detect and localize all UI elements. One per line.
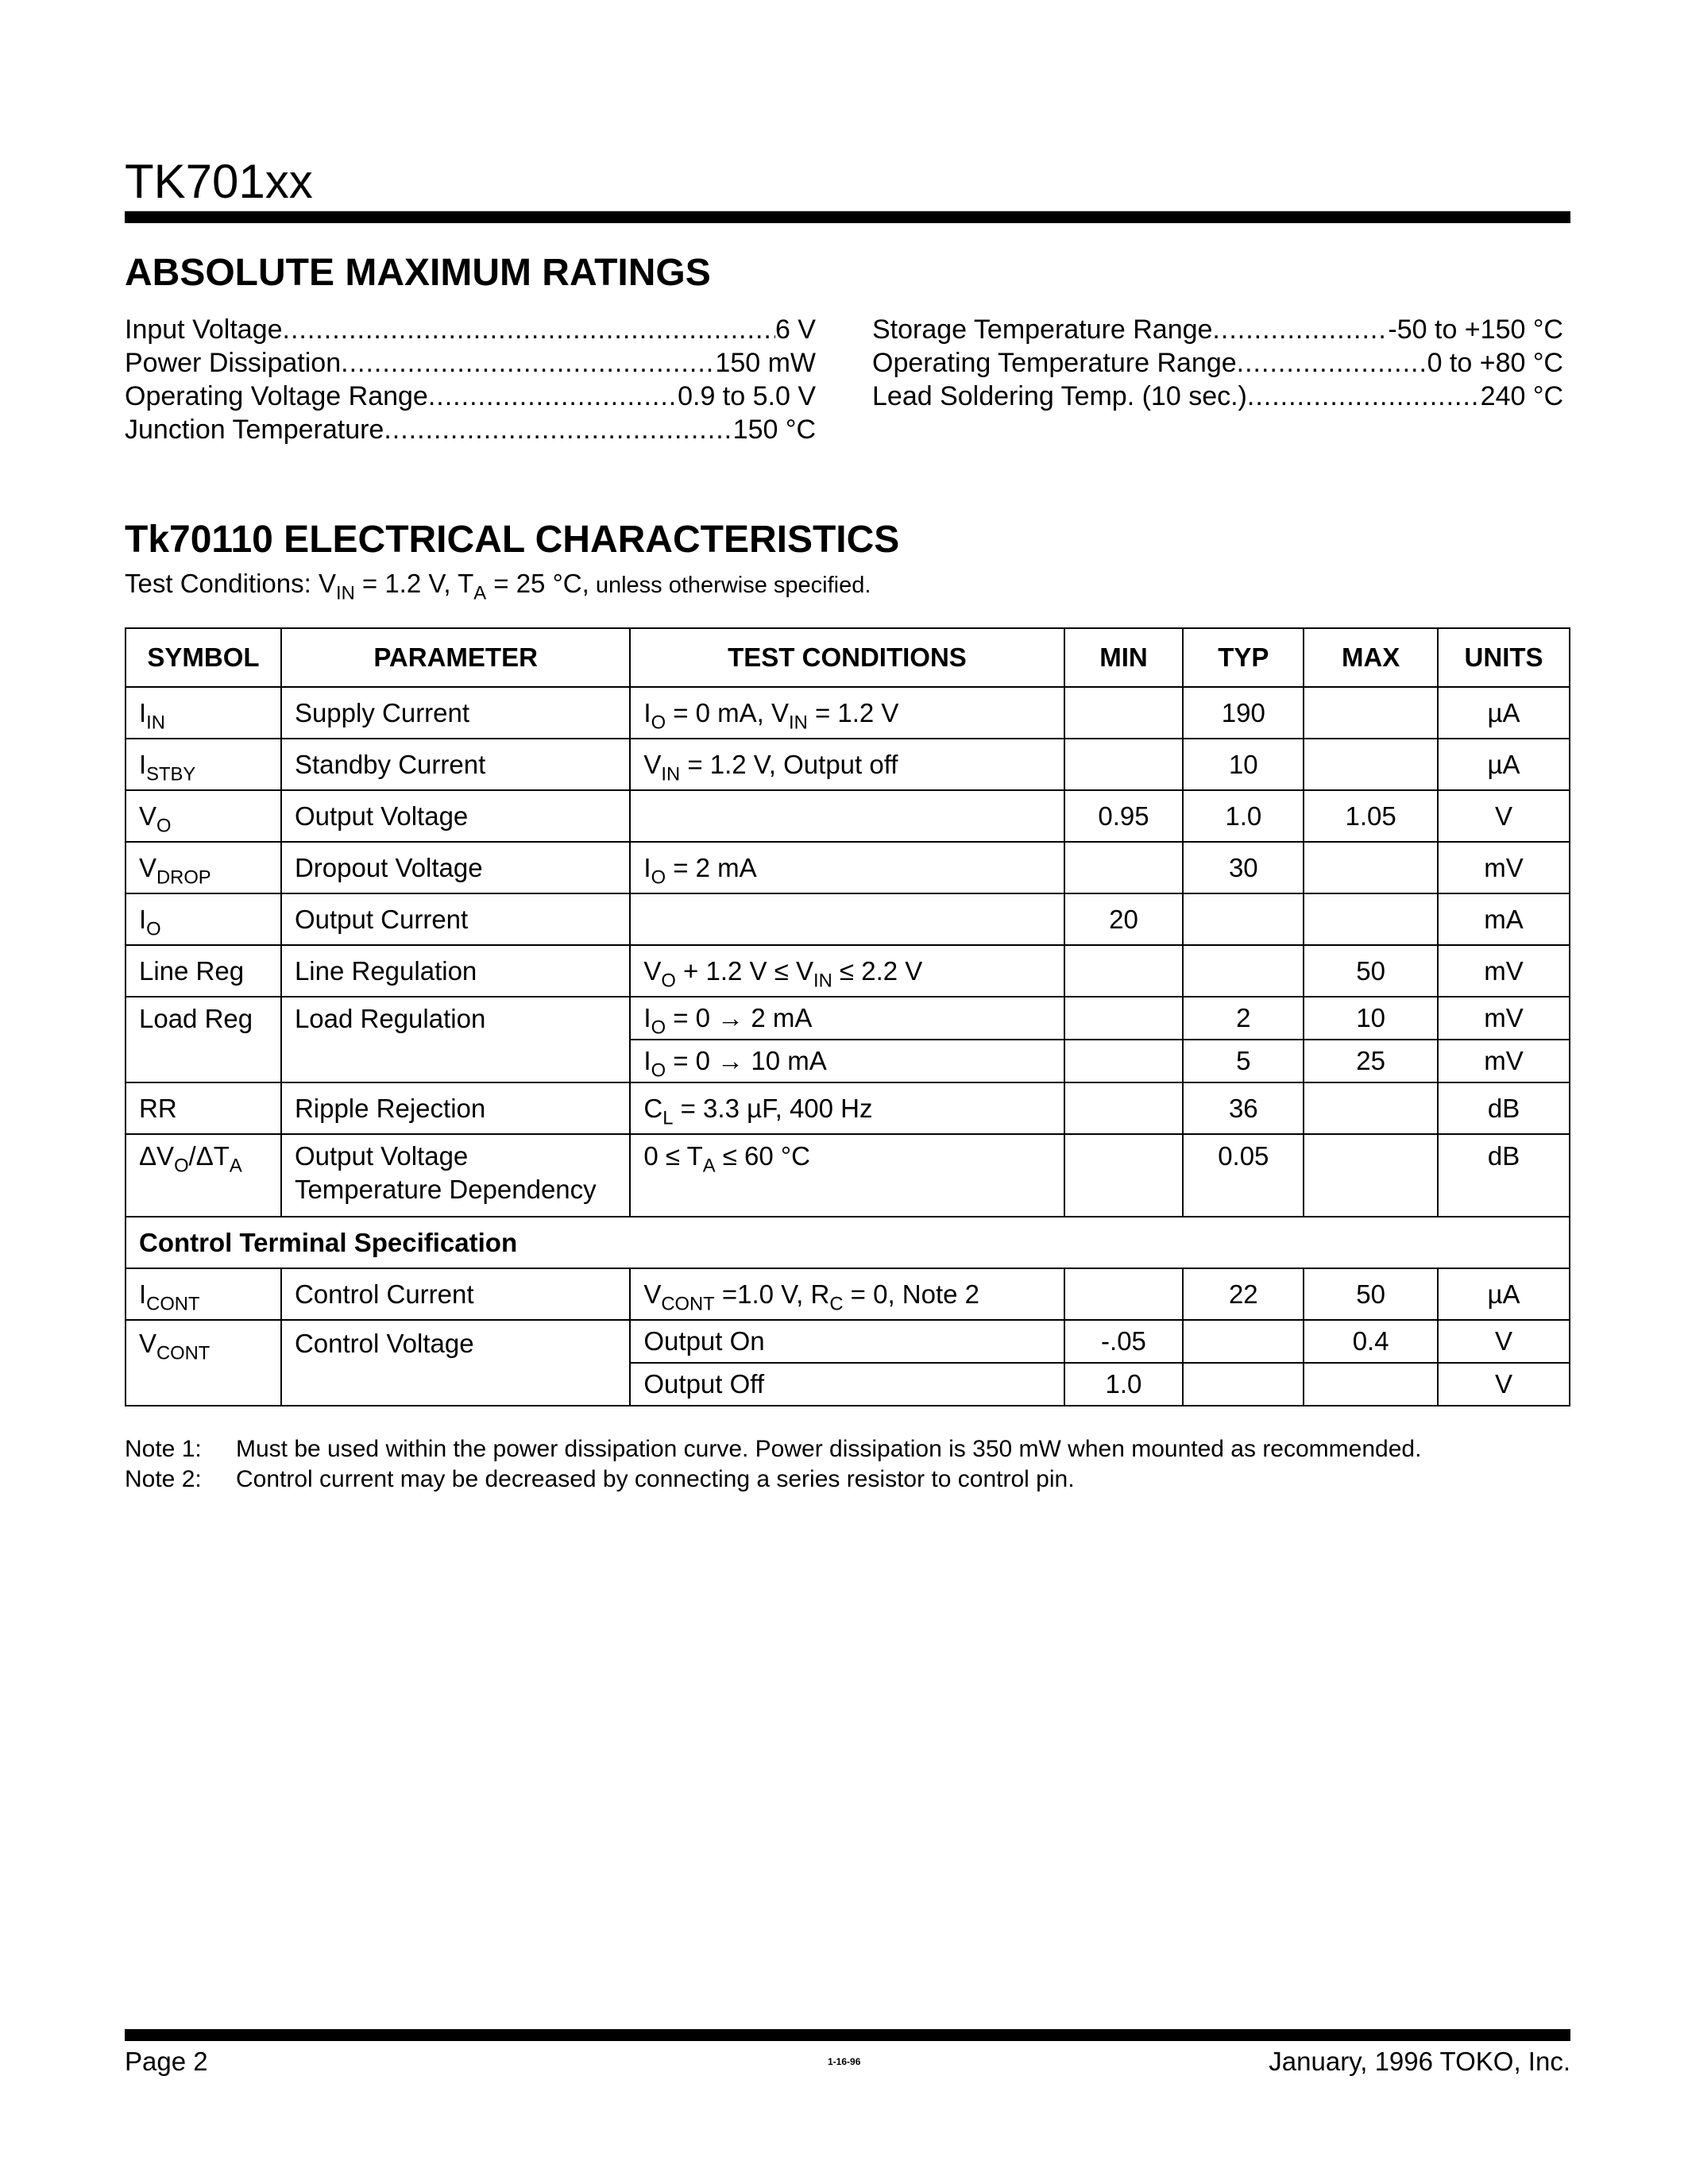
abs-max-left-column: [125, 313, 816, 446]
leader-dots: [1237, 346, 1427, 380]
table-row: [126, 1134, 1570, 1217]
rating-row: [872, 346, 1563, 380]
cond-text: =1.0 V, R: [714, 1279, 830, 1309]
parameter-cell: Load Regulation: [281, 997, 630, 1082]
leader-dots: [1212, 313, 1388, 346]
units-cell: mV: [1438, 842, 1570, 893]
typ-cell: [1183, 1363, 1304, 1406]
min-cell: [1064, 1268, 1184, 1320]
note-label: Note 1:: [125, 1436, 202, 1462]
conditions-cell: Output Off: [630, 1363, 1064, 1406]
max-cell: 10: [1304, 997, 1438, 1040]
ec-heading: Tk70110 ELECTRICAL CHARACTERISTICS: [125, 519, 900, 561]
table-row: [126, 997, 1570, 1040]
cond-sub: CONT: [661, 1292, 715, 1314]
typ-cell: [1183, 1320, 1304, 1363]
symbol-cell: [126, 1320, 281, 1406]
min-cell: 0.95: [1064, 790, 1184, 842]
typ-cell: 2: [1183, 997, 1304, 1040]
symbol-cell: [126, 1134, 281, 1217]
units-cell: µA: [1438, 687, 1570, 739]
cond-sub: IN: [661, 762, 681, 785]
rating-row: [125, 346, 816, 380]
table-row: [126, 842, 1570, 893]
table-row: [126, 945, 1570, 997]
min-cell: [1064, 1134, 1184, 1217]
table-row: [126, 1268, 1570, 1320]
min-cell: [1064, 945, 1184, 997]
min-cell: [1064, 1082, 1184, 1134]
symbol-cell: [126, 1268, 281, 1320]
max-cell: 50: [1304, 945, 1438, 997]
symbol-sub: DROP: [156, 866, 211, 888]
col-header-min: MIN: [1064, 628, 1184, 687]
typ-cell: 30: [1183, 842, 1304, 893]
cond-text: I: [643, 697, 651, 727]
doc-code: 1-16-96: [828, 2056, 861, 2067]
cond-text: = 25 °C,: [486, 569, 589, 598]
cond-sub: O: [651, 1017, 666, 1039]
symbol-sub: O: [146, 917, 161, 940]
rating-row: [125, 380, 816, 413]
col-header-units: UNITS: [1438, 628, 1570, 687]
parameter-cell: Ripple Rejection: [281, 1082, 630, 1134]
conditions-cell: [630, 687, 1064, 739]
note-label: Note 2:: [125, 1466, 202, 1492]
leader-dots: [1247, 380, 1481, 413]
section-row: [126, 1217, 1570, 1268]
parameter-line: Output Voltage: [294, 1141, 469, 1171]
min-cell: [1064, 997, 1184, 1040]
notes: [125, 1434, 1570, 1495]
min-cell: [1064, 687, 1184, 739]
cond-text: V: [643, 749, 662, 779]
units-cell: V: [1438, 790, 1570, 842]
units-cell: dB: [1438, 1082, 1570, 1134]
parameter-cell: Output Voltage: [281, 790, 630, 842]
table-row: [126, 687, 1570, 739]
symbol-cell: Line Reg: [126, 945, 281, 997]
rating-label: Input Voltage: [125, 314, 283, 345]
rating-value: -50 to +150 °C: [1388, 314, 1563, 345]
min-cell: [1064, 842, 1184, 893]
table-header-row: [126, 628, 1570, 687]
max-cell: [1304, 1363, 1438, 1406]
note-text: Must be used within the power dissipation curve. Power dissipation is 350 mW when mounted as recommended.: [236, 1436, 1422, 1462]
units-cell: V: [1438, 1363, 1570, 1406]
units-cell: mV: [1438, 1040, 1570, 1082]
symbol-text: I: [139, 697, 147, 727]
symbol-sub: O: [174, 1155, 189, 1177]
section-title: Control Terminal Specification: [126, 1217, 1570, 1268]
cond-sub: L: [662, 1106, 674, 1129]
cond-text: ≤ 60 °C: [715, 1141, 810, 1171]
max-cell: 50: [1304, 1268, 1438, 1320]
symbol-text: V: [139, 1329, 157, 1358]
document-title: TK701xx: [125, 155, 313, 208]
typ-cell: 10: [1183, 739, 1304, 790]
parameter-cell: Output Current: [281, 893, 630, 945]
max-cell: 0.4: [1304, 1320, 1438, 1363]
col-header-max: MAX: [1304, 628, 1438, 687]
footer-rule: [125, 2029, 1570, 2041]
conditions-cell: [630, 790, 1064, 842]
electrical-characteristics-table: [125, 627, 1570, 1406]
max-cell: [1304, 687, 1438, 739]
typ-cell: [1183, 945, 1304, 997]
test-conditions: [125, 566, 871, 603]
rating-label: Lead Soldering Temp. (10 sec.): [872, 381, 1247, 411]
cond-text: ≤ 2.2 V: [832, 955, 923, 986]
units-cell: µA: [1438, 1268, 1570, 1320]
leader-dots: [428, 380, 678, 413]
conditions-cell: [630, 1134, 1064, 1217]
rating-row: [872, 313, 1563, 346]
units-cell: V: [1438, 1320, 1570, 1363]
page-number: Page 2: [125, 2047, 208, 2076]
cond-sub: IN: [335, 582, 355, 604]
cond-text: = 0 → 2 mA: [666, 1003, 813, 1032]
leader-dots: [384, 413, 732, 446]
typ-cell: 0.05: [1183, 1134, 1304, 1217]
symbol-cell: [126, 842, 281, 893]
cond-text: = 0 mA, V: [666, 697, 790, 727]
typ-cell: 190: [1183, 687, 1304, 739]
symbol-cell: [126, 790, 281, 842]
cond-text: = 0, Note 2: [843, 1279, 980, 1309]
symbol-text: ΔV: [139, 1141, 175, 1171]
cond-sub: A: [473, 582, 487, 604]
cond-sub: C: [829, 1292, 844, 1314]
parameter-line: Temperature Dependency: [294, 1175, 597, 1204]
symbol-text: I: [139, 1279, 147, 1309]
symbol-cell: [126, 739, 281, 790]
typ-cell: 36: [1183, 1082, 1304, 1134]
conditions-cell: [630, 739, 1064, 790]
abs-max-right-column: [872, 313, 1563, 413]
rating-value: 0 to +80 °C: [1427, 348, 1563, 378]
rating-value: 150 mW: [715, 348, 816, 378]
typ-cell: [1183, 893, 1304, 945]
cond-text: I: [643, 1003, 651, 1032]
parameter-cell: Control Voltage: [281, 1320, 630, 1406]
col-header-test-conditions: TEST CONDITIONS: [630, 628, 1064, 687]
cond-text: Test Conditions: V: [125, 569, 336, 598]
conditions-cell: [630, 1268, 1064, 1320]
parameter-cell: [281, 1134, 630, 1217]
max-cell: [1304, 739, 1438, 790]
cond-text: = 1.2 V, T: [354, 569, 474, 598]
cond-sub: IN: [813, 969, 832, 991]
symbol-text: I: [139, 904, 147, 934]
note-1: [125, 1434, 1570, 1464]
cond-text: I: [643, 852, 651, 882]
units-cell: mV: [1438, 997, 1570, 1040]
cond-text: V: [643, 955, 662, 986]
rating-value: 6 V: [774, 314, 816, 345]
symbol-text: I: [139, 749, 147, 779]
rating-row: [125, 313, 816, 346]
cond-text: = 0 → 10 mA: [666, 1046, 827, 1075]
cond-text: = 1.2 V, Output off: [680, 749, 898, 779]
units-cell: µA: [1438, 739, 1570, 790]
typ-cell: 22: [1183, 1268, 1304, 1320]
table-row: [126, 790, 1570, 842]
rating-value: 0.9 to 5.0 V: [678, 381, 816, 411]
parameter-cell: Supply Current: [281, 687, 630, 739]
typ-cell: 5: [1183, 1040, 1304, 1082]
cond-text: + 1.2 V ≤ V: [675, 955, 814, 986]
symbol-sub: A: [229, 1155, 242, 1177]
symbol-cell: [126, 687, 281, 739]
col-header-typ: TYP: [1183, 628, 1304, 687]
rating-label: Power Dissipation: [125, 348, 342, 378]
col-header-parameter: PARAMETER: [281, 628, 630, 687]
cond-sub: IN: [789, 711, 808, 733]
max-cell: [1304, 1134, 1438, 1217]
cond-text: = 1.2 V: [807, 697, 899, 727]
conditions-cell: [630, 893, 1064, 945]
max-cell: 25: [1304, 1040, 1438, 1082]
rating-value: 240 °C: [1480, 381, 1563, 411]
cond-text: C: [643, 1093, 663, 1123]
cond-text: = 3.3 µF, 400 Hz: [673, 1093, 873, 1123]
symbol-cell: RR: [126, 1082, 281, 1134]
leader-dots: [341, 346, 715, 380]
conditions-cell: [630, 997, 1064, 1040]
units-cell: dB: [1438, 1134, 1570, 1217]
cond-text: V: [643, 1279, 662, 1309]
rating-row: [125, 413, 816, 446]
symbol-sub: CONT: [156, 1342, 211, 1364]
max-cell: [1304, 893, 1438, 945]
cond-sub: O: [651, 866, 666, 888]
cond-text: unless otherwise specified.: [589, 573, 871, 598]
symbol-sub: IN: [146, 711, 165, 733]
cond-text: 0 ≤ T: [643, 1141, 703, 1171]
min-cell: -.05: [1064, 1320, 1184, 1363]
table-row: [126, 1320, 1570, 1363]
symbol-text: V: [139, 801, 157, 831]
rating-row: [872, 380, 1563, 413]
symbol-text: V: [139, 852, 157, 882]
symbol-sub: STBY: [146, 762, 196, 785]
conditions-cell: [630, 945, 1064, 997]
max-cell: 1.05: [1304, 790, 1438, 842]
units-cell: mV: [1438, 945, 1570, 997]
note-text: Control current may be decreased by connecting a series resistor to control pin.: [236, 1466, 1075, 1492]
table-row: [126, 1082, 1570, 1134]
conditions-cell: [630, 842, 1064, 893]
rating-label: Operating Temperature Range: [872, 348, 1237, 378]
table-row: [126, 739, 1570, 790]
conditions-cell: [630, 1082, 1064, 1134]
typ-cell: 1.0: [1183, 790, 1304, 842]
note-2: [125, 1464, 1570, 1495]
abs-max-heading: ABSOLUTE MAXIMUM RATINGS: [125, 252, 711, 294]
symbol-cell: [126, 893, 281, 945]
rating-label: Storage Temperature Range: [872, 314, 1213, 345]
max-cell: [1304, 1082, 1438, 1134]
min-cell: [1064, 1040, 1184, 1082]
symbol-sub: O: [156, 814, 172, 836]
rating-label: Junction Temperature: [125, 415, 384, 445]
min-cell: 1.0: [1064, 1363, 1184, 1406]
conditions-cell: [630, 1040, 1064, 1082]
symbol-text: /ΔT: [188, 1141, 230, 1171]
cond-sub: O: [661, 969, 676, 991]
col-header-symbol: SYMBOL: [126, 628, 281, 687]
rating-value: 150 °C: [732, 415, 816, 445]
leader-dots: [283, 313, 775, 346]
cond-sub: O: [651, 1059, 666, 1082]
header-rule: [125, 211, 1570, 223]
parameter-cell: Control Current: [281, 1268, 630, 1320]
table-row: [126, 893, 1570, 945]
min-cell: [1064, 739, 1184, 790]
parameter-cell: Dropout Voltage: [281, 842, 630, 893]
cond-text: I: [643, 1046, 651, 1075]
cond-sub: O: [651, 711, 666, 733]
cond-sub: A: [702, 1155, 716, 1177]
units-cell: mA: [1438, 893, 1570, 945]
symbol-sub: CONT: [146, 1292, 200, 1314]
min-cell: 20: [1064, 893, 1184, 945]
symbol-cell: Load Reg: [126, 997, 281, 1082]
cond-text: = 2 mA: [666, 852, 757, 882]
footer-publisher: January, 1996 TOKO, Inc.: [1269, 2047, 1570, 2076]
max-cell: [1304, 842, 1438, 893]
conditions-cell: Output On: [630, 1320, 1064, 1363]
parameter-cell: Line Regulation: [281, 945, 630, 997]
rating-label: Operating Voltage Range: [125, 381, 428, 411]
parameter-cell: Standby Current: [281, 739, 630, 790]
